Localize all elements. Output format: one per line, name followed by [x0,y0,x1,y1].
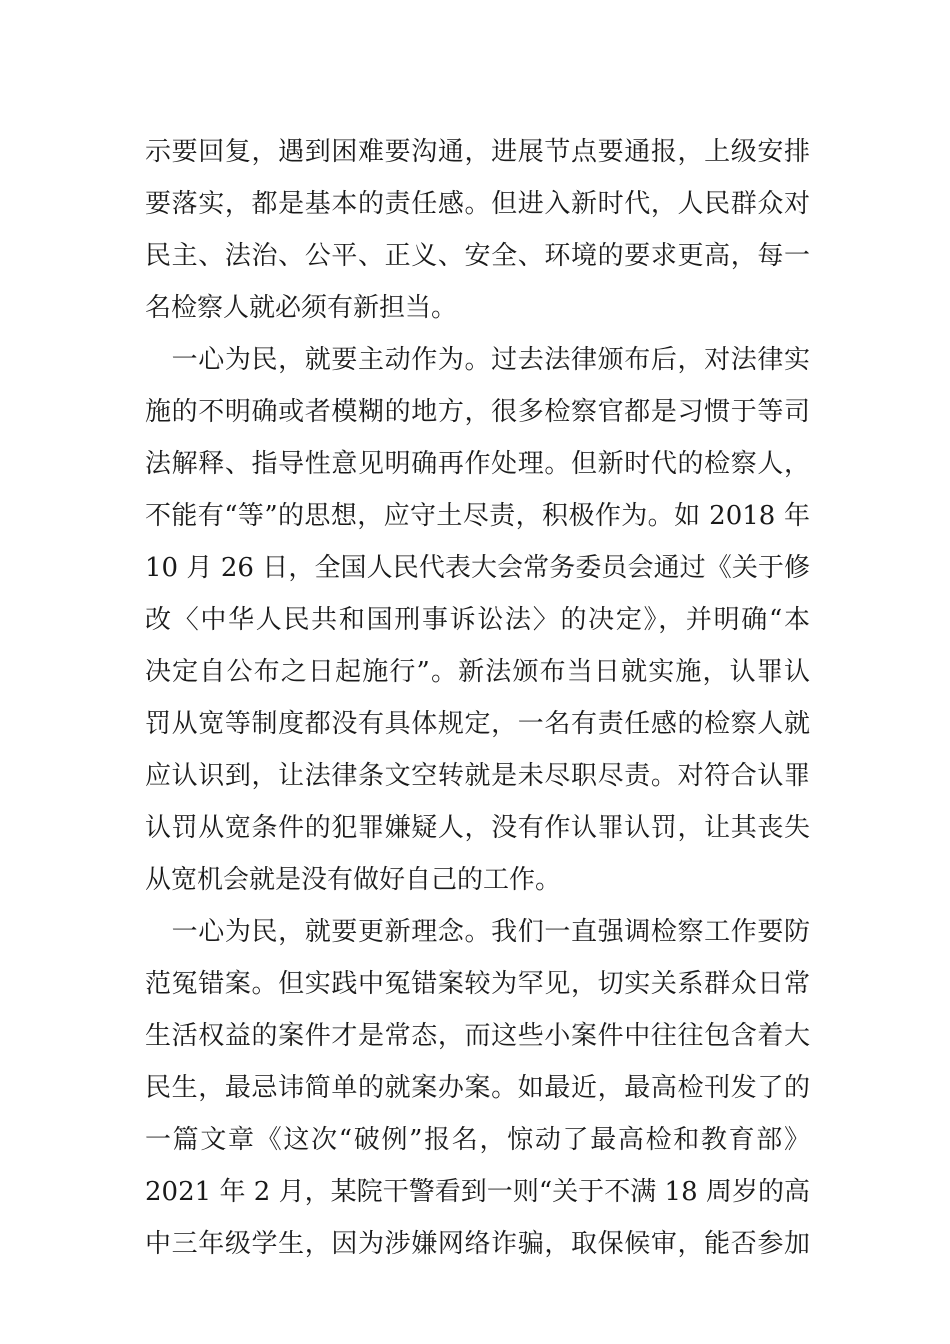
text-line: 决定自公布之日起施行”。新法颁布当日就实施，认罪认 [145,657,810,687]
text-line: 应认识到，让法律条文空转就是未尽职尽责。对符合认罪 [145,761,810,791]
text-line: 中三年级学生，因为涉嫌网络诈骗，取保候审，能否参加 [145,1229,810,1259]
text-line: 认罚从宽条件的犯罪嫌疑人，没有作认罪认罚，让其丧失 [145,813,810,843]
text-line: 示要回复，遇到困难要沟通，进展节点要通报，上级安排 [145,137,810,167]
text-line: 施的不明确或者模糊的地方，很多检察官都是习惯于等司 [145,397,810,427]
text-line: 法解释、指导性意见明确再作处理。但新时代的检察人， [145,449,810,479]
text-line: 一篇文章《这次“破例”报名，惊动了最高检和教育部》 [145,1125,810,1155]
text-line: 民主、法治、公平、正义、安全、环境的要求更高，每一 [145,241,810,271]
text-line: 罚从宽等制度都没有具体规定，一名有责任感的检察人就 [145,709,810,739]
text-line: 2021 年 2 月，某院干警看到一则“关于不满 18 周岁的高 [145,1177,810,1207]
text-line: 改〈中华人民共和国刑事诉讼法〉的决定》，并明确“本 [145,605,810,635]
text-line: 民生，最忌讳简单的就案办案。如最近，最高检刊发了的 [145,1073,810,1103]
text-line: 10 月 26 日，全国人民代表大会常务委员会通过《关于修 [145,553,810,583]
text-line: 要落实，都是基本的责任感。但进入新时代，人民群众对 [145,189,810,219]
text-line: 从宽机会就是没有做好自己的工作。 [145,865,562,895]
text-line: 一心为民，就要主动作为。过去法律颁布后，对法律实 [145,345,810,375]
text-line: 名检察人就必须有新担当。 [145,293,458,323]
text-line: 一心为民，就要更新理念。我们一直强调检察工作要防 [145,917,810,947]
document-body [145,126,810,1270]
text-line: 生活权益的案件才是常态，而这些小案件中往往包含着大 [145,1021,810,1051]
text-line: 不能有“等”的思想，应守土尽责，积极作为。如 2018 年 [145,501,810,531]
text-line: 范冤错案。但实践中冤错案较为罕见，切实关系群众日常 [145,969,810,999]
